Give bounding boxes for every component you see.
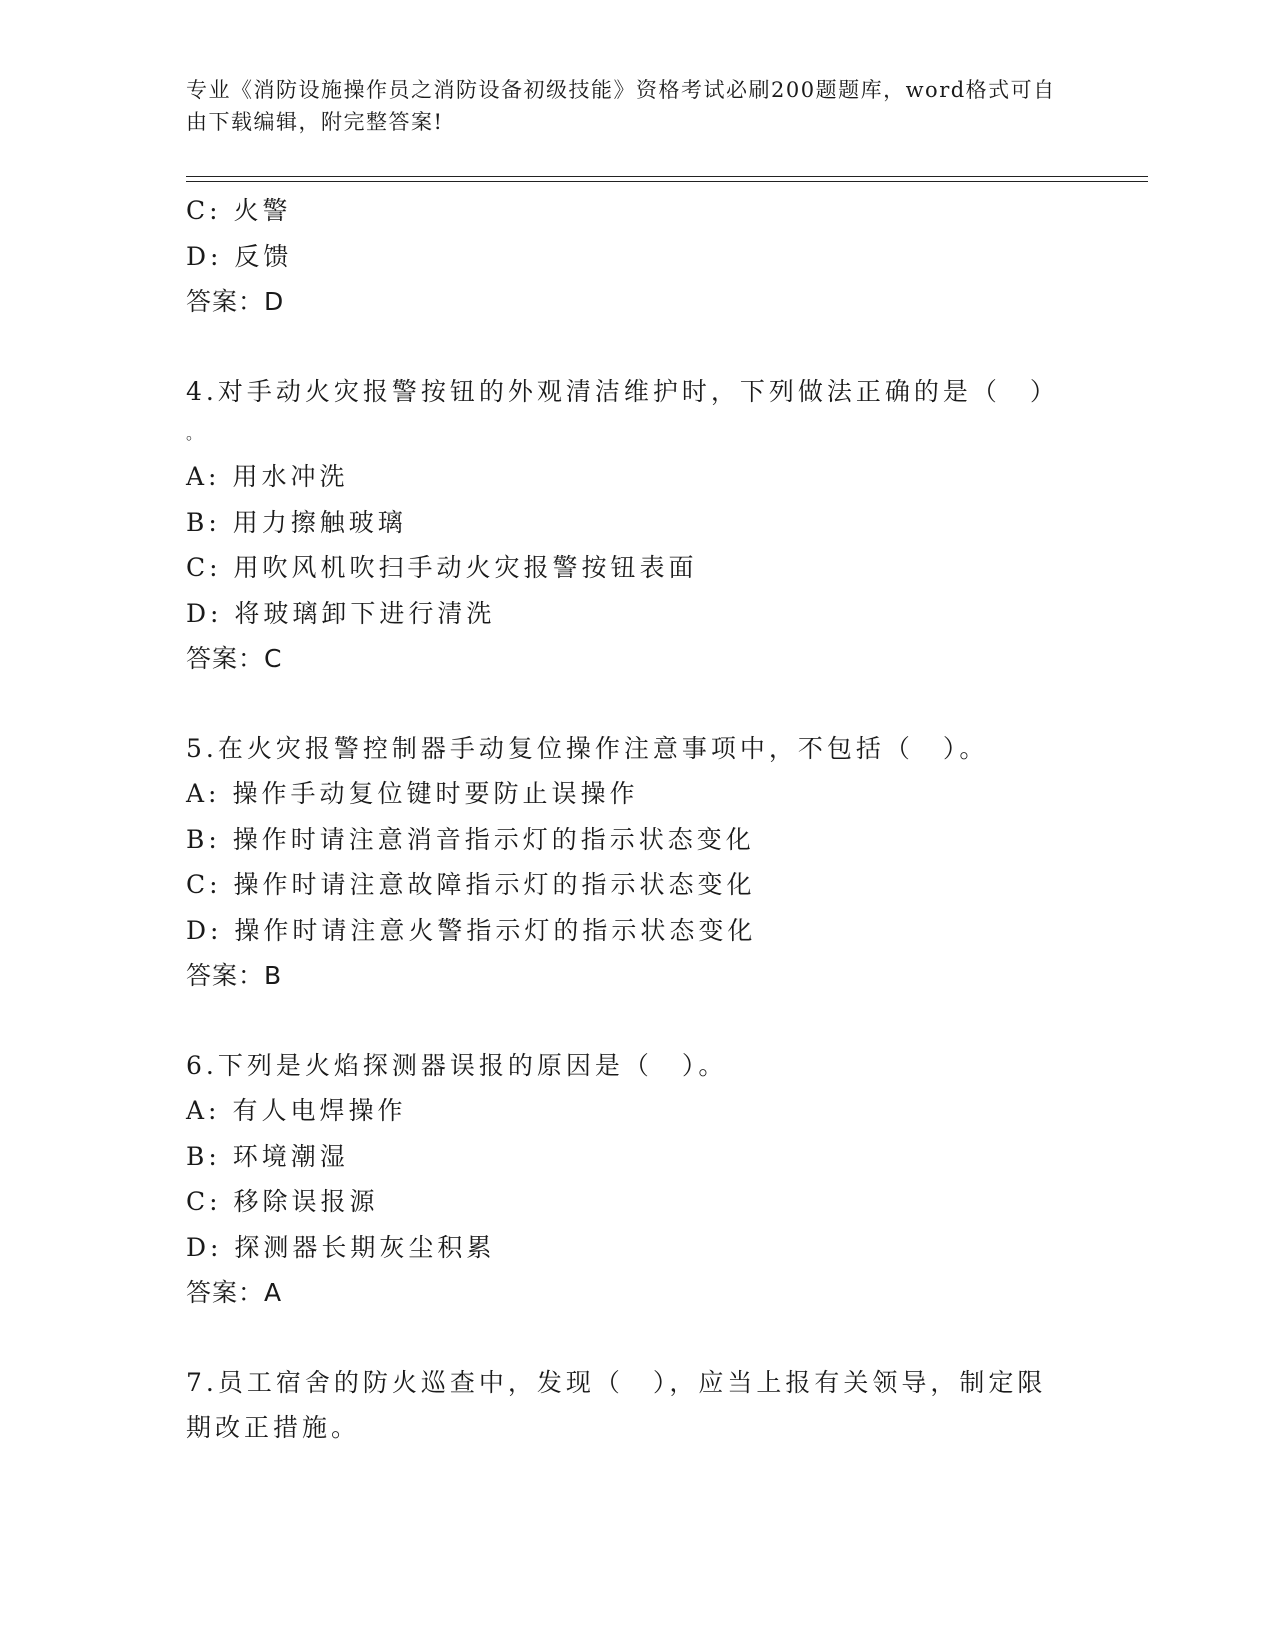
- option-text: 有人电焊操作: [232, 1096, 407, 1125]
- header-divider-bottom: [186, 181, 1148, 182]
- option-line: [186, 234, 1086, 280]
- option-label: D:: [186, 598, 223, 628]
- option-line: [186, 545, 1086, 591]
- question-7: [186, 1360, 1086, 1451]
- option-text: 反馈: [234, 241, 293, 271]
- question-6: [186, 1043, 1086, 1316]
- option-label: D:: [186, 915, 223, 945]
- option-label: A:: [186, 779, 221, 808]
- option-line: [186, 188, 1086, 234]
- answer-line: 答案：B: [186, 961, 283, 990]
- option-label: C:: [186, 553, 222, 582]
- question-4: [186, 369, 1086, 682]
- option-line: [186, 591, 1086, 637]
- option-label: B:: [186, 507, 221, 537]
- option-label: D:: [186, 1232, 223, 1262]
- option-line: [186, 1134, 1086, 1180]
- option-line: [186, 862, 1086, 908]
- option-text: 用力擦触玻璃: [232, 507, 407, 537]
- spacer: [186, 999, 1086, 1043]
- option-line: [186, 500, 1086, 546]
- spacer: [186, 1316, 1086, 1360]
- option-label: C:: [186, 870, 222, 899]
- question-stem: 6.下列是火焰探测器误报的原因是（ ）。: [186, 1050, 728, 1080]
- option-line: [186, 1088, 1086, 1134]
- header-divider-top: [186, 176, 1148, 177]
- option-line: [186, 454, 1086, 500]
- option-label: A:: [186, 462, 221, 491]
- spacer: [186, 682, 1086, 726]
- option-label: D:: [186, 241, 223, 271]
- option-label: A:: [186, 1096, 221, 1125]
- option-line: [186, 1179, 1086, 1225]
- question-stem-tail: 。: [186, 424, 207, 443]
- option-line: [186, 771, 1086, 817]
- option-label: C:: [186, 196, 222, 225]
- page-header: 专业《消防设施操作员之消防设备初级技能》资格考试必刷200题题库，word格式可自由下载编辑，附完整答案!: [186, 78, 1056, 134]
- option-line: [186, 908, 1086, 954]
- option-text: 环境潮湿: [232, 1141, 349, 1171]
- question-stem: 4.对手动火灾报警按钮的外观清洁维护时，下列做法正确的是（ ）: [186, 376, 1059, 406]
- option-text: 火警: [233, 196, 292, 225]
- option-label: B:: [186, 1141, 221, 1171]
- option-line: [186, 817, 1086, 863]
- option-label: B:: [186, 824, 221, 854]
- option-text: 操作时请注意火警指示灯的指示状态变化: [234, 915, 757, 945]
- option-text: 操作时请注意故障指示灯的指示状态变化: [233, 870, 756, 899]
- option-text: 用吹风机吹扫手动火灾报警按钮表面: [233, 553, 698, 582]
- option-line: [186, 1225, 1086, 1271]
- previous-question-tail: [186, 188, 1086, 325]
- question-content: [186, 188, 1086, 1451]
- question-stem: 5.在火灾报警控制器手动复位操作注意事项中，不包括（ ）。: [186, 733, 989, 763]
- option-text: 操作时请注意消音指示灯的指示状态变化: [232, 824, 755, 854]
- question-stem: 7.员工宿舍的防火巡查中，发现（ ），应当上报有关领导，制定限: [186, 1367, 1047, 1397]
- option-text: 探测器长期灰尘积累: [234, 1232, 496, 1262]
- answer-line: 答案：D: [186, 287, 285, 316]
- question-5: [186, 726, 1086, 999]
- option-text: 移除误报源: [233, 1187, 379, 1216]
- answer-line: 答案：A: [186, 1278, 283, 1307]
- option-text: 用水冲洗: [232, 462, 349, 491]
- answer-line: 答案：C: [186, 644, 283, 673]
- option-label: C:: [186, 1187, 222, 1216]
- question-stem-continued: 期改正措施。: [186, 1413, 361, 1442]
- option-text: 操作手动复位键时要防止误操作: [232, 779, 639, 808]
- spacer: [186, 325, 1086, 369]
- option-text: 将玻璃卸下进行清洗: [234, 598, 496, 628]
